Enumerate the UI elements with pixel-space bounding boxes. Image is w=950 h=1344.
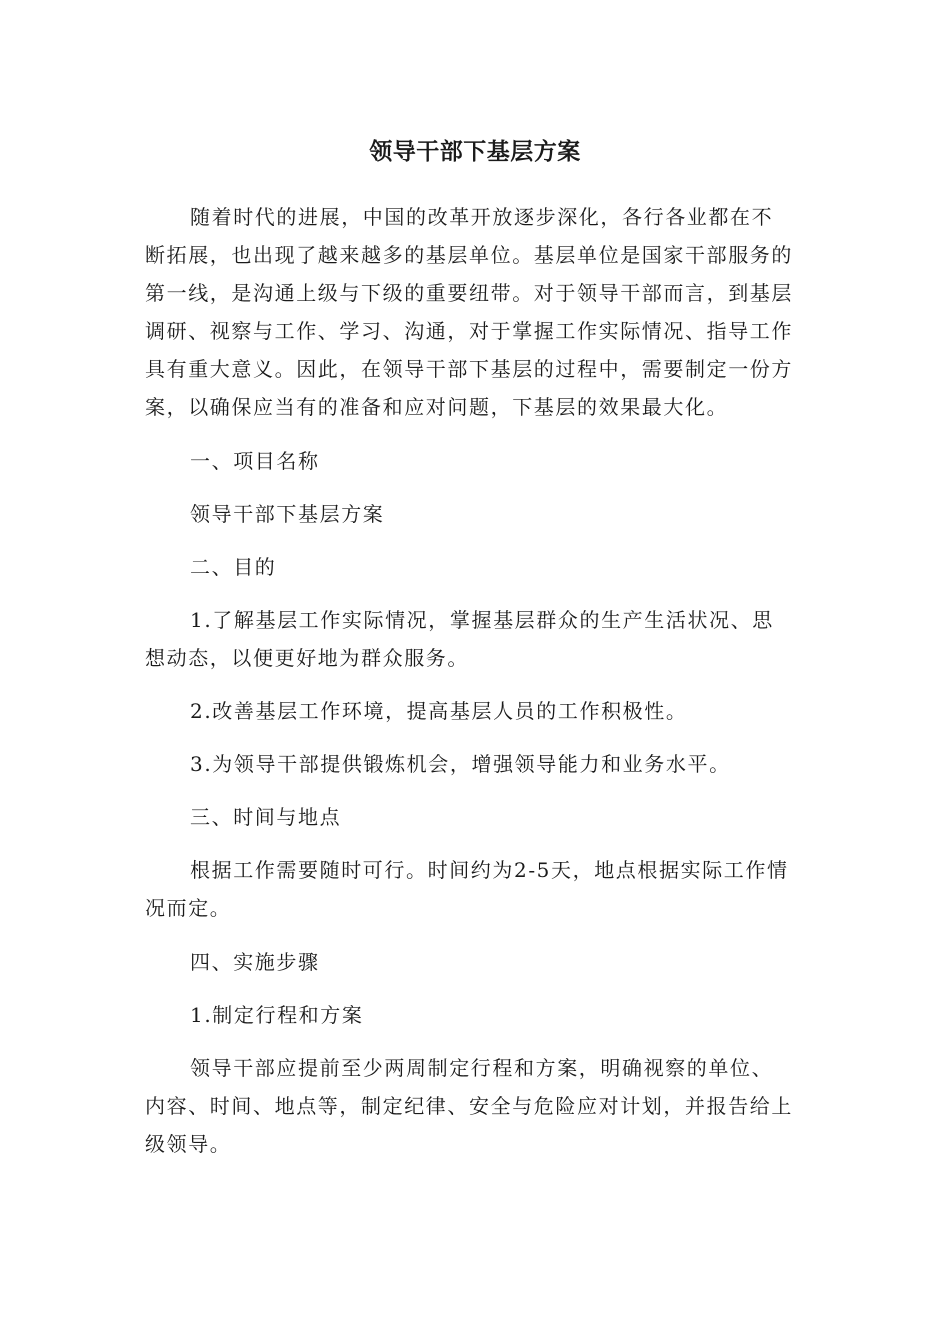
step-1-text: 领导干部应提前至少两周制定行程和方案，明确视察的单位、内容、时间、地点等，制定纪律、安全与危险应对计划，并报告给上级领导。 xyxy=(145,1056,793,1156)
purpose-item-2: 2.改善基层工作环境，提高基层人员的工作积极性。 xyxy=(190,699,688,723)
time-place-text: 根据工作需要随时可行。时间约为2-5天，地点根据实际工作情况而定。 xyxy=(145,858,789,920)
step-1-heading: 1.制定行程和方案 xyxy=(190,1003,364,1027)
project-name-text: 领导干部下基层方案 xyxy=(190,502,385,526)
document-title: 领导干部下基层方案 xyxy=(369,139,581,165)
section-heading-steps: 四、实施步骤 xyxy=(190,950,320,974)
section-heading-project-name: 一、项目名称 xyxy=(190,449,320,473)
purpose-item-3: 3.为领导干部提供锻炼机会，增强领导能力和业务水平。 xyxy=(190,752,731,776)
intro-paragraph: 随着时代的进展，中国的改革开放逐步深化，各行各业都在不断拓展，也出现了越来越多的基层单位。基层单位是国家干部服务的第一线，是沟通上级与下级的重要纽带。对于领导干部而言，到基层调研、视察与工作、学习、沟通，对于掌握工作实际情况、指导工作具有重大意义。因此，在领导干部下基层的过程中，需要制定一份方案，以确保应当有的准备和应对问题，下基层的效果最大化。 xyxy=(145,205,793,419)
section-heading-purpose: 二、目的 xyxy=(190,555,277,579)
document-body xyxy=(145,198,793,1163)
purpose-item-1: 1.了解基层工作实际情况，掌握基层群众的生产生活状况、思想动态，以便更好地为群众服务。 xyxy=(145,608,774,670)
section-heading-time-place: 三、时间与地点 xyxy=(190,805,342,829)
